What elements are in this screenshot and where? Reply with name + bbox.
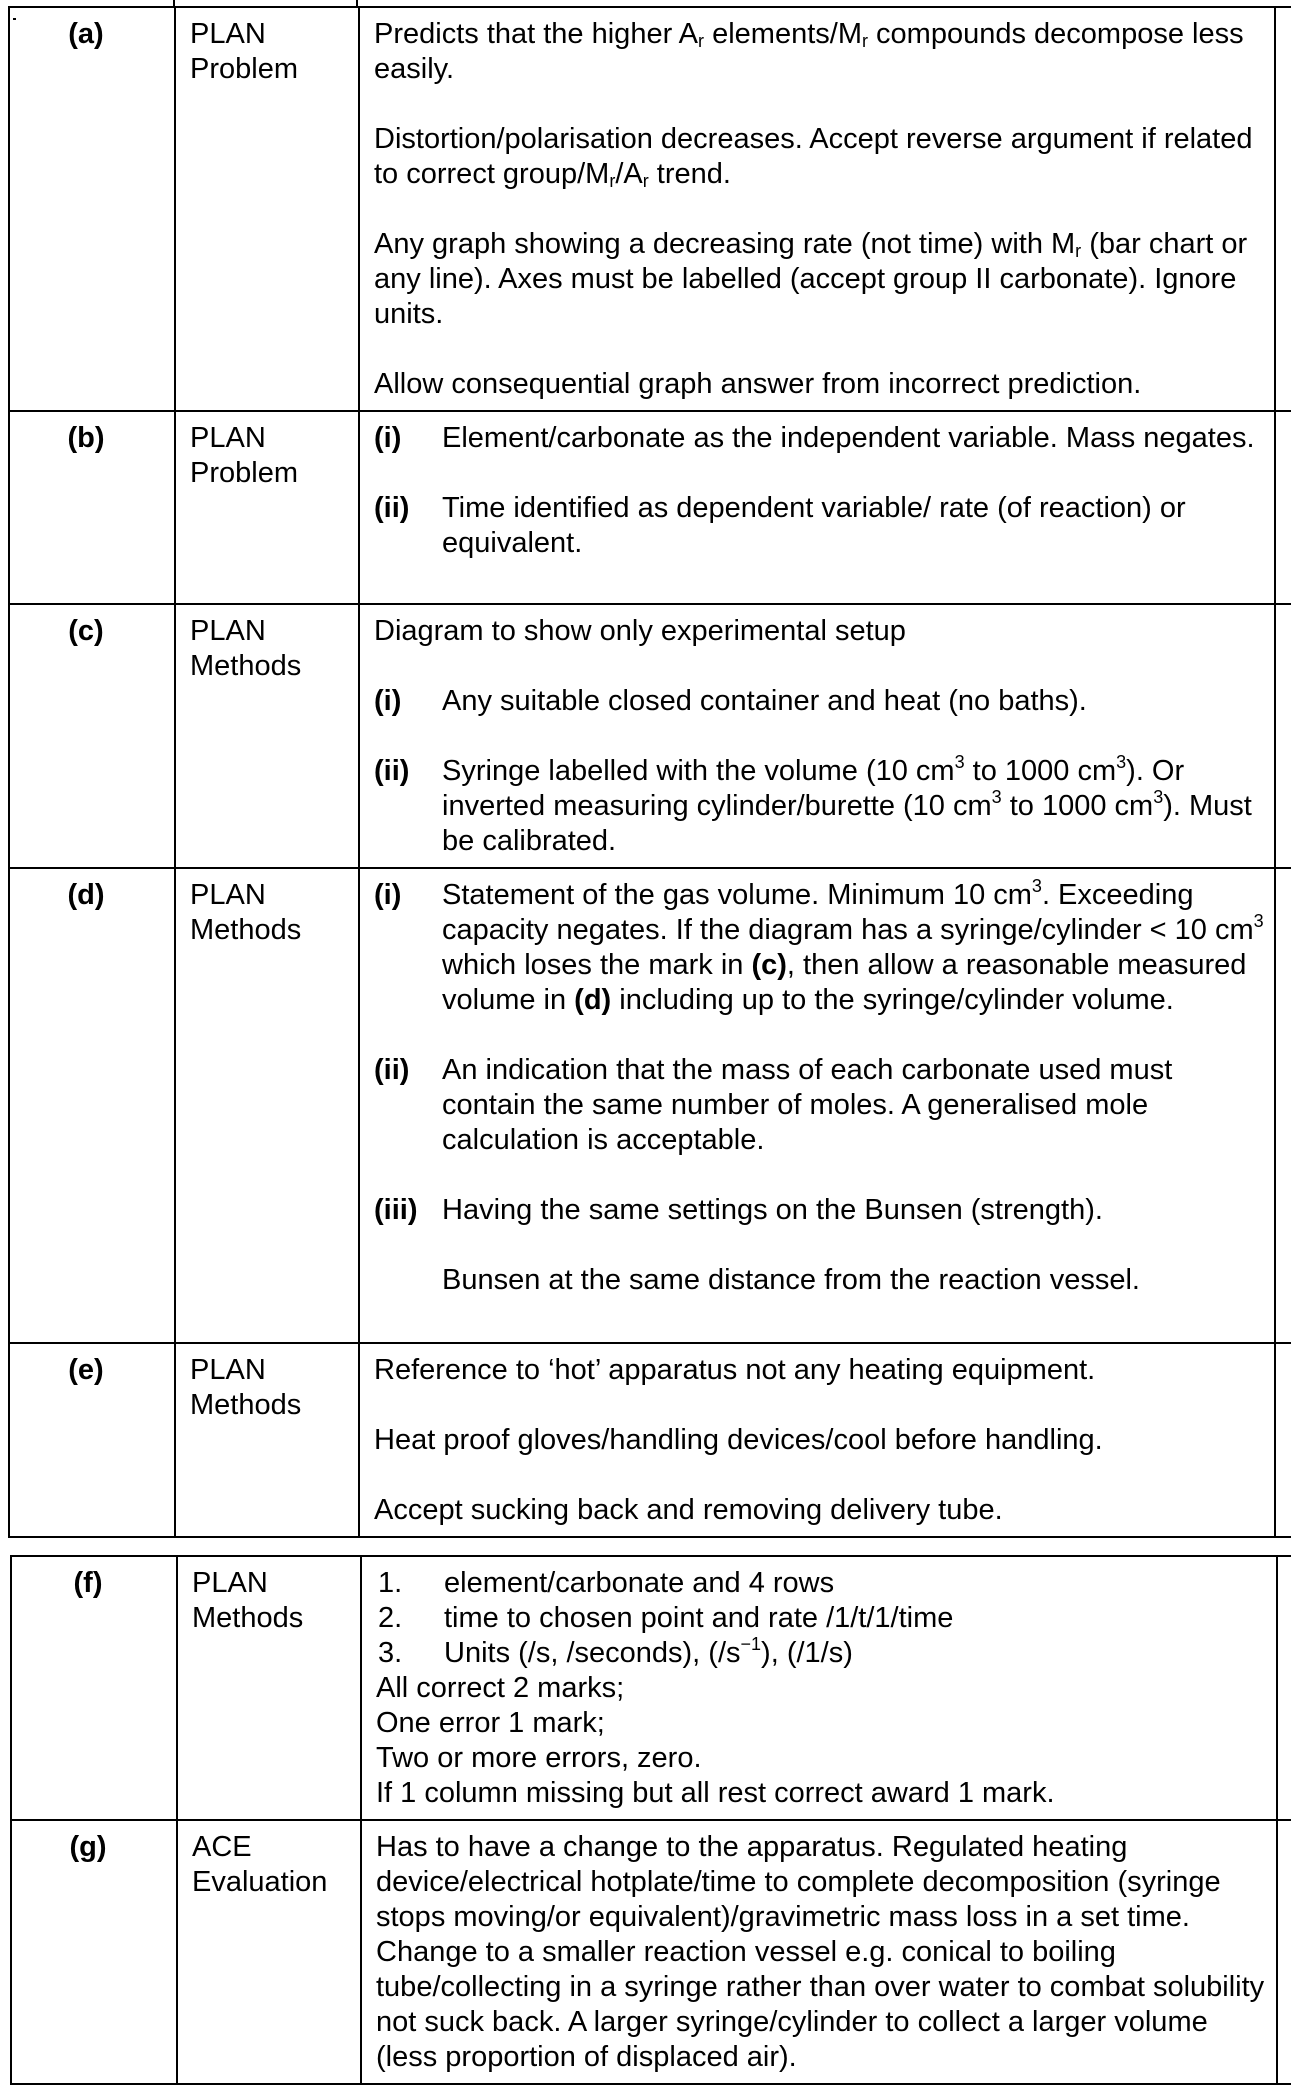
- section-type: PLAN: [190, 879, 266, 911]
- marking-rule: All correct 2 marks;: [376, 1672, 625, 1704]
- section-type: PLAN: [190, 615, 266, 647]
- item-number: 2.: [378, 1602, 403, 1634]
- answer-paragraph: Diagram to show only experimental setup: [374, 615, 906, 647]
- answer-cell: [359, 411, 1275, 604]
- item-text: Statement of the gas volume. Minimum 10 $cm^3$. Exceeding capacity negates. If the diagram has a syringe/cylinder < 10 $cm^3$ which loses the mark in (c), then allow a reasonable measured volume in (d) including up to the syringe/cylinder volume.: [442, 876, 1264, 1016]
- section-type: PLAN: [192, 1567, 268, 1599]
- item-text: Element/carbonate as the independent variable. Mass negates.: [442, 422, 1255, 454]
- mark-scheme-table-1: [8, 6, 1291, 1538]
- answer-cell: [359, 1343, 1275, 1537]
- answer-cell: [359, 7, 1275, 411]
- answer-item: [374, 878, 1264, 1018]
- item-number: (iii): [374, 1194, 418, 1226]
- marks-cell: [1275, 604, 1291, 868]
- question-label: (e): [9, 1343, 175, 1537]
- section-type: PLAN: [190, 1354, 266, 1386]
- answer-paragraph: Has to have a change to the apparatus. Regulated heating device/electrical hotplate/time to complete decomposition (syringe stops moving/or equivalent)/gravimetric mass loss in a set time. Change to a smaller reaction vessel e.g. conical to boiling tube/collecting in a syringe rather than over water to combat solubility not suck back. A larger syringe/cylinder to collect a larger volume (less proportion of displaced air).: [376, 1831, 1265, 2073]
- section-cell: [175, 1343, 359, 1537]
- answer-item: [374, 421, 1264, 456]
- item-text: Having the same settings on the Bunsen (strength).: [442, 1194, 1103, 1226]
- table-row-a: [9, 7, 1291, 411]
- section-type: ACE: [192, 1831, 252, 1863]
- section-skill: Problem: [190, 53, 298, 85]
- item-number: (i): [374, 879, 402, 911]
- answer-item: [374, 1053, 1264, 1158]
- marking-rule: If 1 column missing but all rest correct award 1 mark.: [376, 1777, 1055, 1809]
- item-number: [374, 1263, 442, 1298]
- item-text: Bunsen at the same distance from the reaction vessel.: [442, 1264, 1140, 1296]
- section-skill: Methods: [190, 914, 302, 946]
- answer-item: [374, 1263, 1264, 1298]
- question-label: (f): [11, 1556, 177, 1820]
- marking-rule: Two or more errors, zero.: [376, 1742, 702, 1774]
- table-row-d: [9, 868, 1291, 1343]
- marks-cell: [1275, 1343, 1291, 1537]
- answer-cell: [359, 868, 1275, 1343]
- answer-item: [376, 1601, 1266, 1636]
- item-number: (ii): [374, 755, 410, 787]
- answer-paragraph: Accept sucking back and removing delivery tube.: [374, 1494, 1003, 1526]
- section-cell: [175, 7, 359, 411]
- answer-paragraph: Heat proof gloves/handling devices/cool before handling.: [374, 1424, 1103, 1456]
- section-skill: Methods: [190, 1389, 302, 1421]
- section-type: PLAN: [190, 18, 266, 50]
- marks-cell: [1277, 1820, 1291, 2084]
- section-cell: [175, 604, 359, 868]
- table-row-g: [11, 1820, 1291, 2084]
- answer-cell: [361, 1556, 1277, 1820]
- mark-scheme-table-2: [10, 1555, 1291, 2085]
- item-text: Syringe labelled with the volume (10 $cm^3$ to 1000 $cm^3$). Or inverted measuring cylinder/burette (10 $cm^3$ to 1000 $cm^3$). Must be calibrated.: [442, 752, 1252, 857]
- table-row-f: [11, 1556, 1291, 1820]
- item-number: (i): [374, 422, 402, 454]
- item-number: 1.: [378, 1567, 403, 1599]
- answer-item: [374, 754, 1264, 859]
- item-number: (ii): [374, 492, 410, 524]
- section-skill: Evaluation: [192, 1866, 328, 1898]
- answer-item: [374, 1193, 1264, 1228]
- item-text: Units (/s, /seconds), $(/s^{-1})$, (/1/s): [444, 1634, 853, 1669]
- item-text: time to chosen point and rate /1/t/1/time: [444, 1602, 954, 1634]
- section-skill: Methods: [192, 1602, 304, 1634]
- question-label: (d): [9, 868, 175, 1343]
- item-text: Time identified as dependent variable/ rate (of reaction) or equivalent.: [442, 492, 1186, 559]
- section-skill: Problem: [190, 457, 298, 489]
- answer-item: [376, 1566, 1266, 1601]
- answer-item: [374, 491, 1264, 561]
- answer-item: [376, 1636, 1266, 1671]
- item-text: element/carbonate and 4 rows: [444, 1567, 835, 1599]
- answer-paragraph: Any graph showing a decreasing rate (not time) with $M_r$ (bar chart or any line). Axes must be labelled (accept group II carbonate). Ignore units.: [374, 228, 1248, 330]
- section-cell: [175, 411, 359, 604]
- table-row-e: [9, 1343, 1291, 1537]
- answer-cell: [361, 1820, 1277, 2084]
- answer-paragraph: Distortion/polarisation decreases. Accept reverse argument if related to correct group/$M_r/A_r$ trend.: [374, 123, 1253, 191]
- table-row-b: [9, 411, 1291, 604]
- marking-rule: One error 1 mark;: [376, 1707, 605, 1739]
- section-cell: [177, 1556, 361, 1820]
- answer-cell: [359, 604, 1275, 868]
- section-cell: [177, 1820, 361, 2084]
- question-label: (g): [11, 1820, 177, 2084]
- answer-paragraph: Reference to ‘hot’ apparatus not any heating equipment.: [374, 1354, 1096, 1386]
- section-type: PLAN: [190, 422, 266, 454]
- marks-cell: [1275, 411, 1291, 604]
- item-number: 3.: [378, 1637, 403, 1669]
- answer-item: [374, 684, 1264, 719]
- table-row-c: [9, 604, 1291, 868]
- question-label: (c): [9, 604, 175, 868]
- marks-cell: [1275, 868, 1291, 1343]
- marks-cell: [1275, 7, 1291, 411]
- answer-paragraph: Allow consequential graph answer from incorrect prediction.: [374, 368, 1142, 400]
- section-cell: [175, 868, 359, 1343]
- question-label: (b): [9, 411, 175, 604]
- item-number: (ii): [374, 1054, 410, 1086]
- item-text: Any suitable closed container and heat (no baths).: [442, 685, 1087, 717]
- section-skill: Methods: [190, 650, 302, 682]
- question-label: (a): [9, 7, 175, 411]
- answer-paragraph: Predicts that the higher $A_r$ elements/$M_r$ compounds decompose less easily.: [374, 18, 1244, 85]
- marks-cell: [1277, 1556, 1291, 1820]
- item-number: (i): [374, 685, 402, 717]
- item-text: An indication that the mass of each carbonate used must contain the same number of moles. A generalised mole calculation is acceptable.: [442, 1054, 1173, 1156]
